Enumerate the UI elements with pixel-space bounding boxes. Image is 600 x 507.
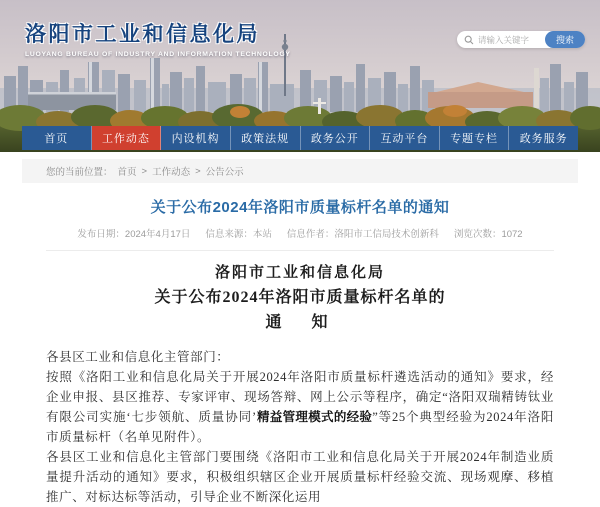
breadcrumb bbox=[22, 159, 578, 183]
nav-item-special-topics[interactable]: 专题专栏 bbox=[440, 126, 510, 150]
nav-item-gov-services[interactable]: 政务服务 bbox=[519, 133, 568, 145]
document-title-line3: 通 知 bbox=[265, 314, 335, 331]
document-title-line2: 关于公布2024年洛阳市质量标杆名单的 bbox=[154, 289, 446, 306]
site-logo[interactable] bbox=[25, 18, 291, 58]
view-count: 浏览次数：1072 bbox=[453, 229, 523, 240]
paragraph-2: 各县区工业和信息化主管部门要围绕《洛阳市工业和信息化局关于开展2024年制造业质量提升活动的通知》要求，积极组织辖区企业开展质量标杆经验交流、现场观摩、移植推广、对标达标等活动，引导企业不断深化运用 bbox=[46, 450, 554, 504]
breadcrumb-item-announcements[interactable]: 公告公示 bbox=[205, 167, 244, 178]
paragraph-1-bold-text: 精益管理模式的经验 bbox=[256, 410, 373, 424]
search-bar bbox=[457, 31, 585, 48]
document-title bbox=[46, 261, 554, 335]
document-title-line1: 洛阳市工业和信息化局 bbox=[214, 265, 385, 281]
breadcrumb-separator: > bbox=[141, 165, 148, 177]
article-title: 关于公布2024年洛阳市质量标杆名单的通知 bbox=[150, 199, 450, 216]
nav-item-home[interactable]: 首页 bbox=[22, 126, 92, 150]
main-navigation bbox=[22, 126, 578, 150]
breadcrumb-prefix: 您的当前位置： bbox=[46, 167, 113, 178]
site-header-banner bbox=[0, 0, 600, 152]
site-name-english: LUOYANG BUREAU OF INDUSTRY AND INFORMATION TECHNOLOGY bbox=[25, 51, 291, 58]
article-meta bbox=[46, 226, 554, 240]
search-input[interactable] bbox=[474, 35, 545, 45]
nav-item-policies[interactable]: 政策法规 bbox=[231, 126, 301, 150]
site-name: 洛阳市工业和信息化局 bbox=[25, 23, 260, 46]
nav-item-internal-orgs[interactable]: 内设机构 bbox=[161, 126, 231, 150]
breadcrumb-item-home[interactable]: 首页 bbox=[117, 167, 137, 178]
publish-date: 发布日期：2024年4月17日 bbox=[77, 229, 191, 240]
breadcrumb-item-work-news[interactable]: 工作动态 bbox=[152, 167, 191, 178]
paragraph-1-text: 按照《洛阳工业和信息化局关于开展2024年洛阳市质量标杆遴选活动的通知》要求，经企业申报、县区推荐、专家评审、现场答辩、网上公示等程序，确定“洛阳双瑞精铸钛业有限公司实施‘七步领航、质量协同’ bbox=[46, 370, 554, 424]
info-author: 信息作者：洛阳市工信局技术创新科 bbox=[286, 229, 439, 240]
article-content bbox=[0, 196, 600, 507]
meta-divider bbox=[46, 250, 554, 251]
info-source: 信息来源：本站 bbox=[205, 229, 272, 240]
nav-item-work-news[interactable]: 工作动态 bbox=[92, 126, 162, 150]
document-body bbox=[46, 347, 554, 507]
nav-item-interaction[interactable]: 互动平台 bbox=[370, 126, 440, 150]
paragraph-1-text-end: ”等25个典型经验为2024年洛阳市质量标杆（名单见附件）。 bbox=[46, 410, 554, 444]
paragraph-1 bbox=[46, 367, 554, 447]
search-icon bbox=[464, 35, 474, 45]
breadcrumb-separator: > bbox=[195, 165, 201, 177]
salutation-paragraph: 各县区工业和信息化主管部门： bbox=[46, 350, 230, 364]
search-button[interactable]: 搜索 bbox=[545, 31, 585, 48]
nav-item-gov-disclosure[interactable]: 政务公开 bbox=[301, 126, 371, 150]
